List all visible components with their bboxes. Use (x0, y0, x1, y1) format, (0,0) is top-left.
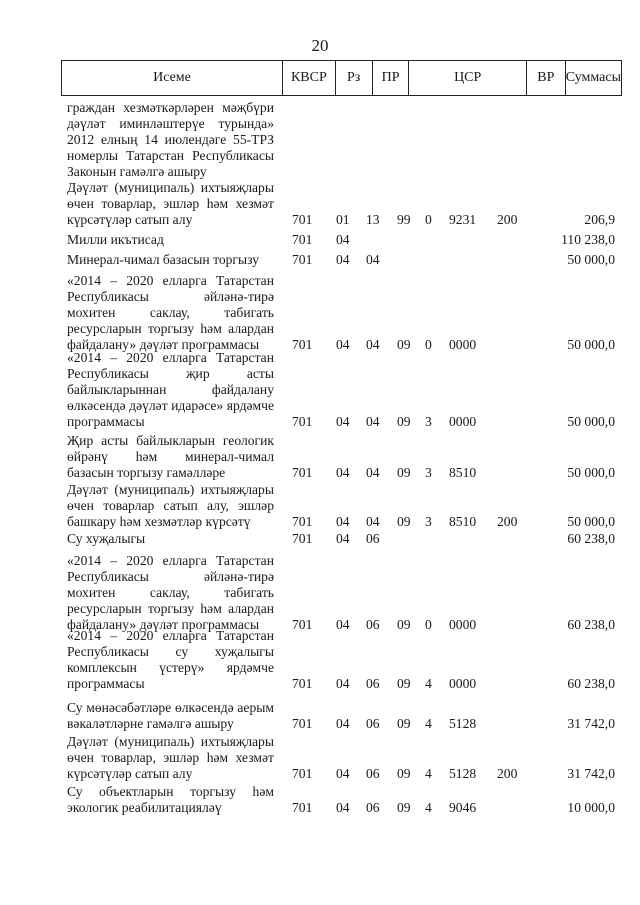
row-name: «2014 – 2020 елларга Татарстан Республикасы җир асты байлыкларыннан файдалану өлкәсендә дәүләт идарәсе» ярдәмче программасы (67, 350, 274, 429)
row-sum: 60 238,0 (567, 676, 615, 691)
row-pr: 06 (366, 617, 380, 632)
row-sum: 50 000,0 (567, 337, 615, 352)
row-kvsr: 701 (292, 676, 313, 691)
row-rz: 04 (336, 531, 350, 546)
row-pr: 04 (366, 514, 380, 529)
row-p3: 0000 (449, 414, 477, 429)
row-pr: 06 (366, 531, 380, 546)
row-sum: 50 000,0 (567, 465, 615, 480)
row-rz: 04 (336, 252, 350, 267)
header-pr: ПР (373, 61, 410, 95)
row-name: Дәүләт (муниципаль) ихтыяҗлары өчен товарлар сатып алу, эшләр башкару һәм хезмәтләр күрсәтү (67, 482, 274, 529)
row-p1: 09 (397, 617, 411, 632)
row-p2: 4 (425, 716, 432, 731)
row-kvsr: 701 (292, 465, 313, 480)
row-rz: 04 (336, 337, 350, 352)
row-p3: 0000 (449, 676, 477, 691)
row-pr: 04 (366, 465, 380, 480)
row-name: граждан хезмәткәрләрен мәҗбүри дәүләт иминләштерүе турында» 2012 елның 14 июлендәге 55-ТРЗ номерлы Татарстан Республикасы Законын гамәлгә ашыру (67, 100, 274, 179)
row-pr: 06 (366, 800, 380, 815)
row-pr: 04 (366, 252, 380, 267)
row-name: Су хуҗалыгы (67, 531, 146, 546)
row-p3: 9231 (449, 212, 477, 227)
row-p2: 4 (425, 800, 432, 815)
row-vr: 200 (497, 766, 518, 781)
row-rz: 04 (336, 676, 350, 691)
row-name: Җир асты байлыкларын геологик өйрәнү һәм минерал-чимал базасын торгызу гамәлләре (67, 433, 274, 480)
row-sum: 50 000,0 (567, 414, 615, 429)
row-kvsr: 701 (292, 716, 313, 731)
header-csr: ЦСР (409, 61, 526, 95)
row-name: Милли икътисад (67, 232, 164, 247)
row-p2: 4 (425, 766, 432, 781)
row-name: «2014 – 2020 елларга Татарстан Республикасы су хуҗалыгы комплексын үстерү» ярдәмче программасы (67, 628, 274, 691)
header-kvsr: КВСР (283, 61, 336, 95)
row-rz: 04 (336, 766, 350, 781)
page-number: 20 (311, 36, 329, 55)
row-p2: 3 (425, 514, 432, 529)
row-p3: 9046 (449, 800, 477, 815)
row-rz: 04 (336, 465, 350, 480)
row-rz: 04 (336, 514, 350, 529)
row-p2: 0 (425, 337, 432, 352)
row-p2: 3 (425, 465, 432, 480)
row-sum: 206,9 (584, 212, 615, 227)
row-kvsr: 701 (292, 232, 313, 247)
header-rz: Рз (336, 61, 373, 95)
row-kvsr: 701 (292, 514, 313, 529)
table-header (61, 60, 622, 96)
row-pr: 06 (366, 676, 380, 691)
row-p3: 5128 (449, 716, 477, 731)
row-p1: 09 (397, 465, 411, 480)
row-p3: 8510 (449, 465, 477, 480)
row-p2: 0 (425, 617, 432, 632)
row-pr: 04 (366, 337, 380, 352)
row-pr: 13 (366, 212, 380, 227)
row-p3: 0000 (449, 337, 477, 352)
row-name: Су мөнәсәбәтләре өлкәсендә аерым вәкаләтләрне гамәлгә ашыру (67, 700, 274, 731)
row-p2: 3 (425, 414, 432, 429)
row-kvsr: 701 (292, 252, 313, 267)
row-p1: 09 (397, 766, 411, 781)
row-rz: 01 (336, 212, 350, 227)
row-p3: 0000 (449, 617, 477, 632)
row-rz: 04 (336, 414, 350, 429)
row-p1: 09 (397, 800, 411, 815)
row-vr: 200 (497, 212, 518, 227)
row-rz: 04 (336, 617, 350, 632)
row-kvsr: 701 (292, 531, 313, 546)
row-name: Су объектларын торгызу һәм экологик реабилитацияләү (67, 784, 274, 815)
row-sum: 31 742,0 (567, 716, 615, 731)
row-sum: 50 000,0 (567, 514, 615, 529)
header-sum: Суммасы (565, 70, 622, 85)
row-sum: 60 238,0 (567, 531, 615, 546)
row-name: Минерал-чимал базасын торгызу (67, 252, 260, 267)
row-pr: 04 (366, 414, 380, 429)
row-p1: 09 (397, 414, 411, 429)
row-p1: 09 (397, 716, 411, 731)
row-name: Дәүләт (муниципаль) ихтыяҗлары өчен товарлар, эшләр һәм хезмәт күрсәтүләр сатып алу (67, 180, 274, 227)
header-name: Исеме (62, 61, 283, 95)
row-pr: 06 (366, 766, 380, 781)
row-p1: 09 (397, 676, 411, 691)
row-sum: 110 238,0 (561, 232, 615, 247)
row-p3: 5128 (449, 766, 477, 781)
row-kvsr: 701 (292, 337, 313, 352)
row-p2: 0 (425, 212, 432, 227)
row-p2: 4 (425, 676, 432, 691)
row-rz: 04 (336, 232, 350, 247)
row-rz: 04 (336, 716, 350, 731)
row-kvsr: 701 (292, 212, 313, 227)
row-p1: 09 (397, 337, 411, 352)
row-pr: 06 (366, 716, 380, 731)
row-name: «2014 – 2020 елларга Татарстан Республикасы әйләнә-тирә мохитен саклау, табигать ресурсларын торгызу һәм алардан файдалану» дәүләт программасы (67, 273, 274, 352)
header-vr: ВР (527, 61, 566, 95)
row-kvsr: 701 (292, 617, 313, 632)
row-sum: 50 000,0 (567, 252, 615, 267)
row-sum: 31 742,0 (567, 766, 615, 781)
row-rz: 04 (336, 800, 350, 815)
row-kvsr: 701 (292, 414, 313, 429)
row-p3: 8510 (449, 514, 477, 529)
row-name: «2014 – 2020 елларга Татарстан Республикасы әйләнә-тирә мохитен саклау, табигать ресурсларын торгызу һәм алардан файдалану» дәүләт программасы (67, 553, 274, 632)
row-name: Дәүләт (муниципаль) ихтыяҗлары өчен товарлар, эшләр һәм хезмәт күрсәтүләр сатып алу (67, 734, 274, 781)
row-kvsr: 701 (292, 766, 313, 781)
row-p1: 09 (397, 514, 411, 529)
row-sum: 60 238,0 (567, 617, 615, 632)
row-sum: 10 000,0 (567, 800, 615, 815)
row-vr: 200 (497, 514, 518, 529)
row-kvsr: 701 (292, 800, 313, 815)
row-p1: 99 (397, 212, 411, 227)
